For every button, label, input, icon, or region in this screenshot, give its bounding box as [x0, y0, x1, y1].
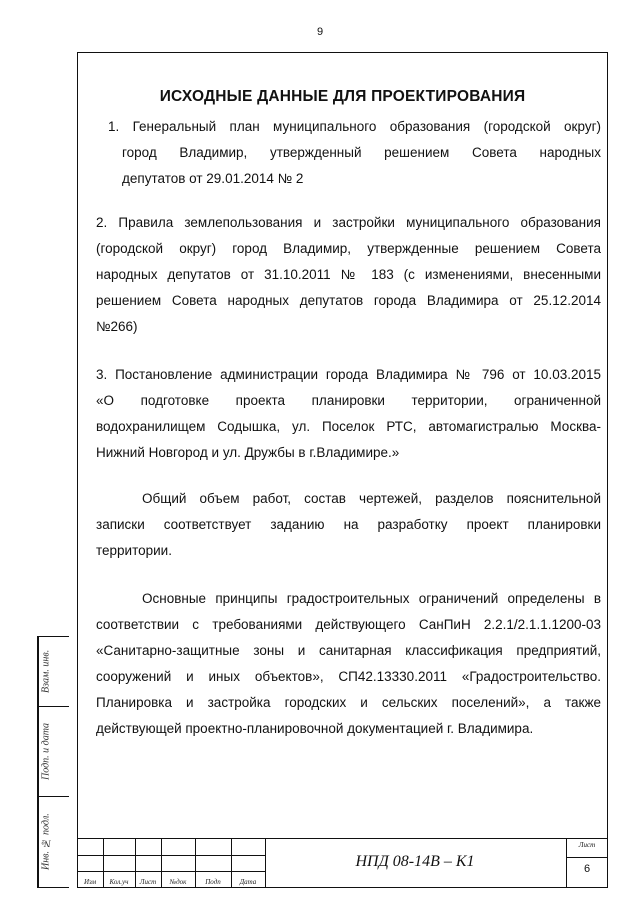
stamp-sheet-line [566, 857, 608, 858]
list-item-1-line-3: депутатов от 29.01.2014 № 2 [122, 171, 304, 186]
side-cell-inv [38, 797, 69, 887]
stamp-col-data: Дата [239, 878, 257, 886]
list-item-2-line-2: (городской округ) город Владимир, утвержденные решением Совета [96, 241, 601, 256]
side-cell-podp [38, 707, 69, 797]
list-item-1 [108, 114, 601, 140]
paragraph-1-line-3: территории. [96, 543, 172, 558]
side-cell-vzam [38, 637, 69, 707]
paragraph-2 [96, 586, 601, 742]
sheet-label: Лист [578, 841, 596, 849]
document-code: НПД 08-14В – К1 [355, 853, 475, 870]
paragraph-2-line-5: Планировка и застройка городских и сельских поселений», а также [96, 695, 601, 710]
paragraph-1-line-2: записки соответствует заданию на разработку проект планировки [96, 517, 601, 532]
paragraph-2-line-3: «Санитарно-защитные зоны и санитарная классификация предприятий, [96, 643, 601, 658]
paragraph-2-line-1: Основные принципы градостроительных ограничений определены в [142, 591, 601, 606]
paragraph-1 [96, 486, 601, 564]
stamp-col-izm: Изм [83, 878, 97, 886]
paragraph-2-line-4: сооружений и иных объектов», СП42.13330.2011 «Градостроительство. [96, 669, 601, 684]
paragraph-2-line-2: соответствии с требованиями действующего СанПиН 2.2.1/2.1.1.1200-03 [96, 617, 601, 632]
list-item-3 [96, 362, 601, 466]
list-item-1-cont [122, 140, 601, 192]
page-number: 9 [316, 26, 324, 38]
list-item-2-line-3: народных депутатов от 31.10.2011 № 183 (с изменениями, внесенными [96, 267, 601, 282]
title-block [77, 838, 608, 888]
stamp-row-line [77, 871, 265, 872]
sheet-number: 6 [583, 863, 591, 875]
stamp-col-koluch: Кол.уч [109, 878, 129, 886]
paragraph-1-line-1: Общий объем работ, состав чертежей, разделов пояснительной [142, 491, 601, 506]
side-label-podp: Подп. и дата [38, 707, 53, 796]
list-item-2 [96, 210, 601, 340]
side-stamp [37, 636, 69, 888]
stamp-col-ndok: №док [169, 878, 187, 886]
side-label-inv: Инв. № подл. [38, 797, 53, 887]
side-label-vzam: Взам. инв. [38, 637, 53, 706]
stamp-col-list: Лист [139, 878, 157, 886]
list-item-3-line-2: «О подготовке проекта планировки территории, ограниченной [96, 393, 601, 408]
list-item-2-line-5: №266) [96, 319, 138, 334]
list-item-1-line-2: город Владимир, утвержденный решением Совета народных [122, 145, 601, 160]
list-item-3-line-1: 3. Постановление администрации города Владимира № 796 от 10.03.2015 [96, 367, 601, 382]
list-item-3-line-4: Нижний Новгород и ул. Дружбы в г.Владимире.» [96, 445, 400, 460]
list-item-2-line-1: 2. Правила землепользования и застройки муниципального образования [96, 215, 601, 230]
paragraph-2-line-6: действующей проектно-планировочной документацией г. Владимира. [96, 721, 534, 736]
stamp-col-podp: Подп [205, 878, 221, 886]
list-item-2-line-4: решением Совета народных депутатов города Владимира от 25.12.2014 [96, 293, 601, 308]
list-item-1-line-1: 1. Генеральный план муниципального образования (городской округ) [108, 119, 601, 134]
list-item-3-line-3: водохранилищем Содышка, ул. Поселок РТС, автомагистралью Москва- [96, 419, 601, 434]
stamp-row-line [77, 855, 265, 856]
page-title: ИСХОДНЫЕ ДАННЫЕ ДЛЯ ПРОЕКТИРОВАНИЯ [159, 88, 526, 105]
